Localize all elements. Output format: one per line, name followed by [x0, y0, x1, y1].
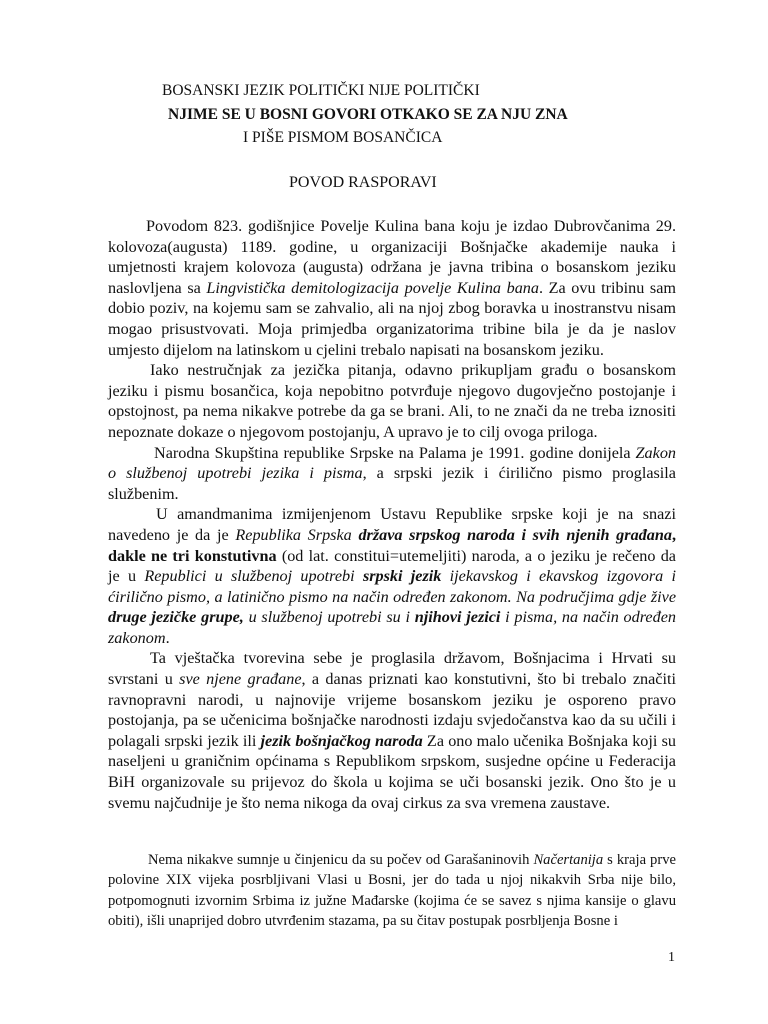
body-text-small [108, 850, 676, 932]
section-heading: POVOD RASPORAVI [289, 174, 437, 191]
title-line-2: NJIME SE U BOSNI GOVORI OTKAKO SE ZA NJU ZNA [168, 106, 568, 123]
paragraph-3: Narodna Skupština republike Srpske na Palama je 1991. godine donijela Zakon o službenoj upotrebi jezika i pisma, a srpski jezik i ćirilično pismo proglasila službenim. [108, 443, 676, 503]
page-number: 1 [668, 950, 675, 965]
paragraph-2: Iako nestručnjak za jezička pitanja, odavno prikupljam građu o bosanskom jeziku i pismu bosančica, koja nepobitno potvrđuje njegovo dugovječno postojanje i opstojnost, pa nema nikakve potrebe da ga se brani. Ali, to ne znači da ne treba iznositi nepoznate dokaze o njegovom postojanju, A upravo je to cilj ovoga priloga. [108, 361, 676, 441]
paragraph-1: Povodom 823. godišnjice Povelje Kulina bana koju je izdao Dubrovčanima 29. kolovoza(augusta) 1189. godine, u organizaciji Bošnjačke akademije nauka i umjetnosti krajem kolovoza (augusta) održana je javna tribina o bosanskom jeziku naslovljena sa Lingvistička demitologizacija povelje Kulina bana. Za ovu tribinu sam dobio poziv, na kojemu sam se zahvalio, ali na njoj zbog boravka u inostranstvu nisam mogao prisustvovati. Moja primjedba organizatorima tribine bila je da je naslov umjesto dijelom na latinskom u cjelini trebalo napisati na bosanskom jeziku. [108, 217, 676, 359]
title-line-1: BOSANSKI JEZIK POLITIČKI NIJE POLITIČKI [162, 82, 480, 99]
paragraph-6: Nema nikakve sumnje u činjenicu da su počev od Garašaninovih Načertanija s kraja prve polovine XIX vijeka posrbljivani Vlasi u Bosni, jer do tada u njoj nikakvih Srba nije bilo, potpomognuti izvornim Srbima iz južne Mađarske (kojima će se savez s njima kansije o glavu obiti), išli unaprijed dobro utvrđenim stazama, pa su čitav postupak posrbljenja Bosne i [108, 852, 676, 930]
paragraph-5: Ta vještačka tvorevina sebe je proglasila državom, Bošnjacima i Hrvati su svrstani u sve njene građane, a danas priznati kao konstutivni, što bi trebalo značiti ravnopravni narodi, u najnovije vrijeme bosanskom jeziku je osporeno pravo postojanja, pa se učenicima bošnjačke narodnosti izdaju svjedočanstva kao da su učili i polagali srpski jezik ili jezik bošnjačkog naroda Za ono malo učenika Bošnjaka koji su naseljeni u graničnim općinama s Republikom srpskom, susjedne općine u Federacija BiH organizovale su prijevoz do škola u kojima se uči bosanski jezik. Ono što je u svemu najčudnije je što nema nikoga da ovaj cirkus za sva vremena zaustave. [108, 649, 676, 812]
body-text [108, 216, 676, 813]
title-line-3: I PIŠE PISMOM BOSANČICA [243, 129, 443, 146]
paragraph-4: U amandmanima izmijenjenom Ustavu Republike srpske koji je na snazi navedeno je da je Republika Srpska država srpskog naroda i svih njenih građana, dakle ne tri konstutivna (od lat. constitui=utemeljiti) naroda, a o jeziku je rečeno da je u Republici u službenoj upotrebi srpski jezik ijekavskog i ekavskog izgovora i ćirilično pismo, a latinično pismo na način određen zakonom. Na područjima gdje žive druge jezičke grupe, u službenoj upotrebi su i njihovi jezici i pisma, na način određen zakonom. [108, 505, 676, 647]
